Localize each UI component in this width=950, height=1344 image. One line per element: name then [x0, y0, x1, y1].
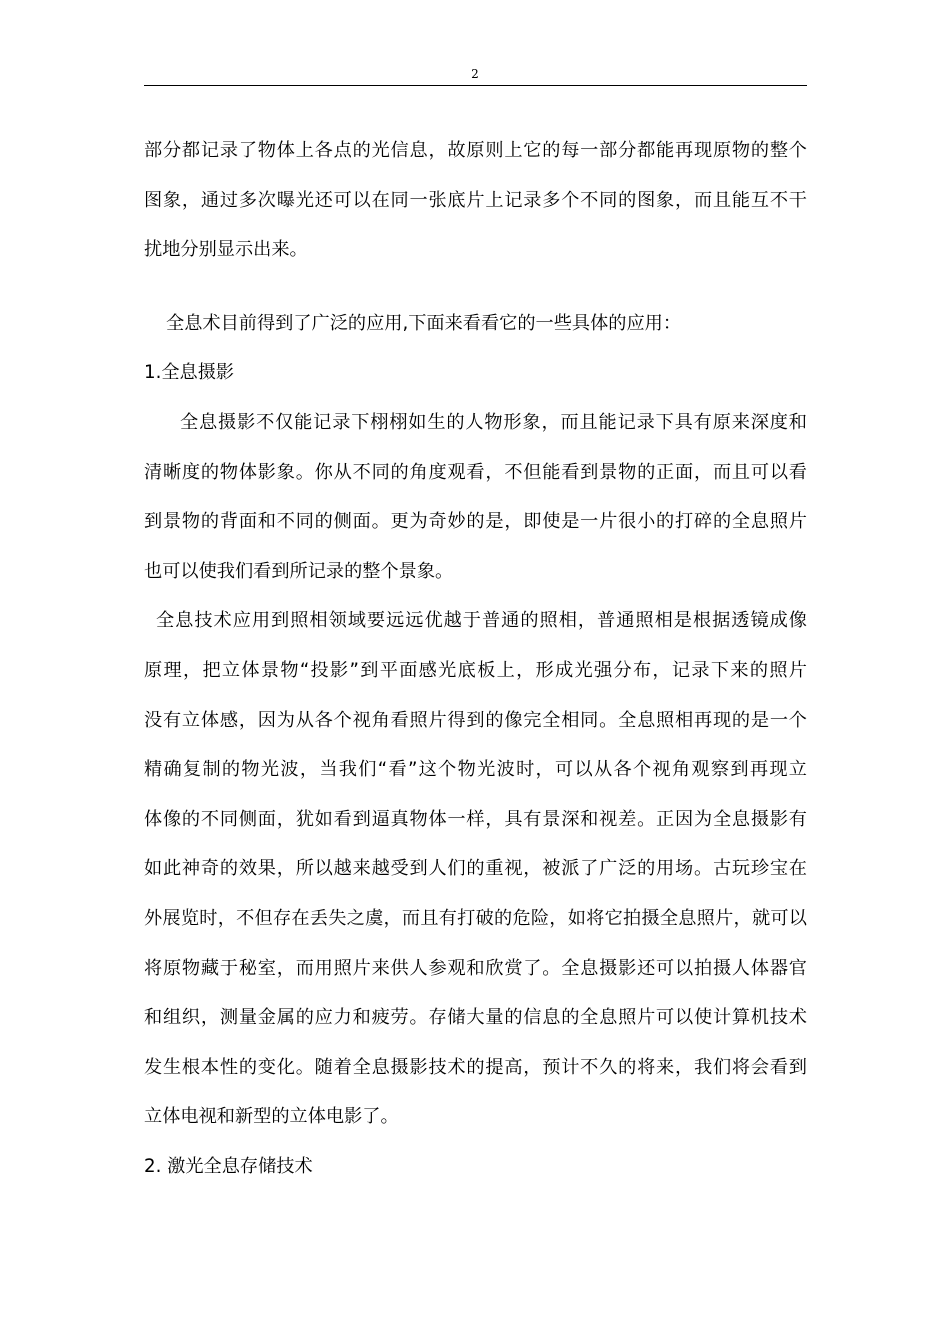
section-1-heading — [144, 348, 807, 398]
heading-text: 1.全息摄影 — [144, 362, 235, 384]
text-line: 原理，把立体景物“投影”到平面感光底板上，形成光强分布，记录下来的照片 — [144, 659, 807, 681]
paragraph-gap — [144, 275, 807, 299]
text-line: 全息摄影不仅能记录下栩栩如生的人物形象，而且能记录下具有原来深度和 — [180, 411, 807, 433]
text-line: 体像的不同侧面，犹如看到逼真物体一样，具有景深和视差。正因为全息摄影有 — [144, 808, 807, 830]
text-line: 立体电视和新型的立体电影了。 — [144, 1106, 399, 1128]
text-line: 如此神奇的效果，所以越来越受到人们的重视，被派了广泛的用场。古玩珍宝在 — [144, 858, 807, 880]
section-1-paragraph-2 — [144, 596, 807, 1142]
text-line: 没有立体感，因为从各个视角看照片得到的像完全相同。全息照相再现的是一个 — [144, 709, 807, 731]
text-line: 到景物的背面和不同的侧面。更为奇妙的是，即使是一片很小的打碎的全息照片 — [144, 511, 807, 533]
heading-text: 2. 激光全息存储技术 — [144, 1155, 313, 1177]
text-line: 扰地分别显示出来。 — [144, 239, 308, 261]
text-line: 全息技术应用到照相领域要远远优越于普通的照相，普通照相是根据透镜成像 — [156, 610, 807, 632]
text-line: 外展览时，不但存在丢失之虞，而且有打破的危险，如将它拍摄全息照片，就可以 — [144, 907, 807, 929]
header-divider — [144, 85, 807, 86]
page-number: 2 — [471, 67, 479, 81]
document-body — [144, 126, 807, 1191]
text-line: 和组织，测量金属的应力和疲劳。存储大量的信息的全息照片可以使计算机技术 — [144, 1007, 807, 1029]
text-line: 部分都记录了物体上各点的光信息，故原则上它的每一部分都能再现原物的整个 — [144, 140, 807, 161]
section-1-paragraph-1 — [144, 398, 807, 596]
text-line: 发生根本性的变化。随着全息摄影技术的提高，预计不久的将来，我们将会看到 — [144, 1056, 807, 1078]
applications-intro — [144, 299, 807, 349]
intro-paragraph — [144, 126, 807, 275]
text-line: 全息术目前得到了广泛的应用,下面来看看它的一些具体的应用： — [166, 312, 682, 334]
text-line: 将原物藏于秘室，而用照片来供人参观和欣赏了。全息摄影还可以拍摄人体器官 — [144, 957, 807, 979]
section-2-heading — [144, 1142, 807, 1192]
text-line: 精确复制的物光波，当我们“看”这个物光波时，可以从各个视角观察到再现立 — [144, 759, 807, 781]
text-line: 图象，通过多次曝光还可以在同一张底片上记录多个不同的图象，而且能互不干 — [144, 189, 807, 211]
text-line: 清晰度的物体影象。你从不同的角度观看，不但能看到景物的正面，而且可以看 — [144, 461, 807, 483]
text-line: 也可以使我们看到所记录的整个景象。 — [144, 560, 454, 582]
